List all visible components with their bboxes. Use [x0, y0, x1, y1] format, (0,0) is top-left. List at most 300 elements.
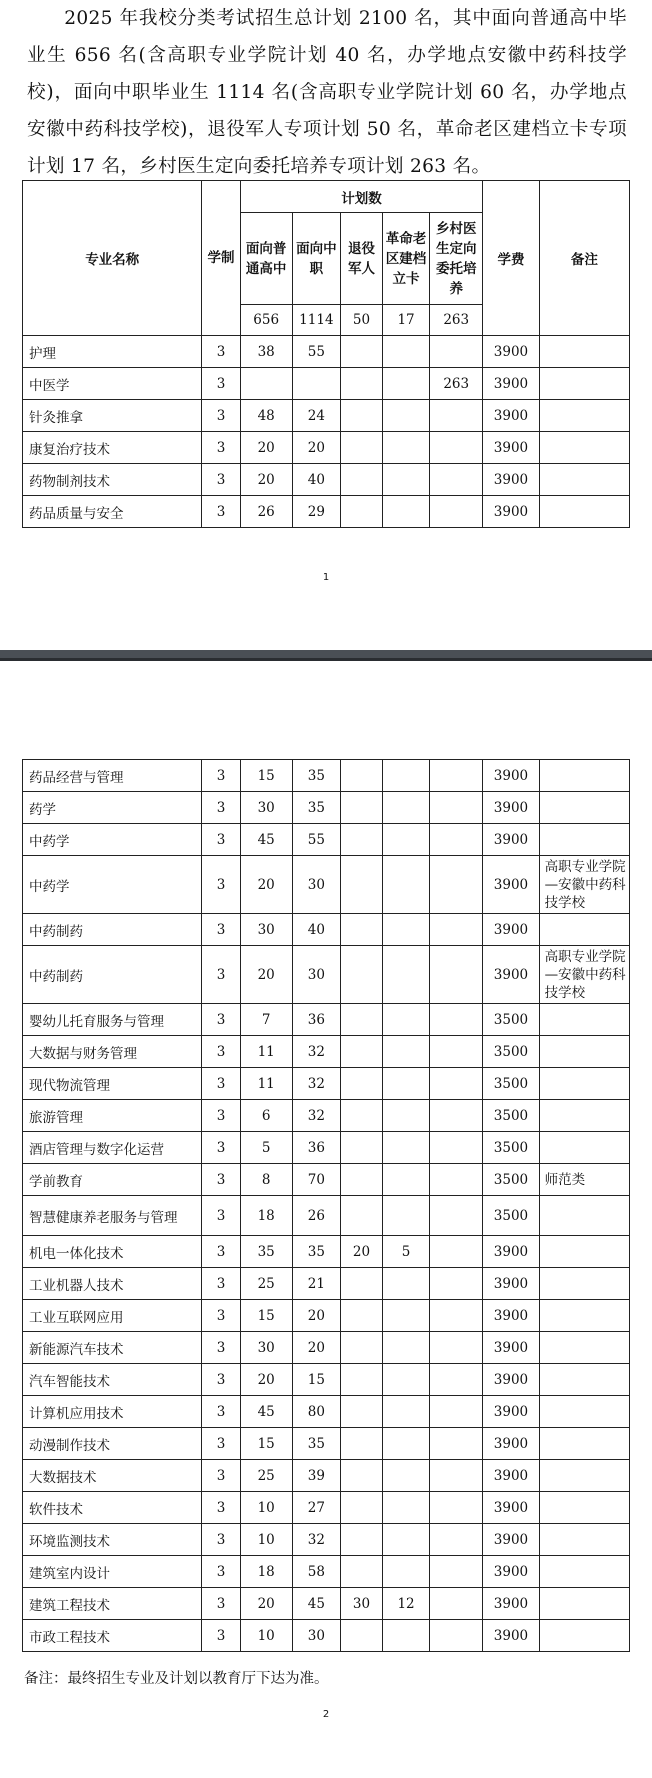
- cell-fee: 3900: [483, 1396, 539, 1428]
- cell-poverty: [382, 368, 429, 400]
- cell-years: 3: [202, 1620, 240, 1652]
- cell-fee: 3500: [483, 1164, 539, 1196]
- table-row: [23, 1460, 630, 1492]
- cell-poverty: [382, 1492, 429, 1524]
- cell-poverty: [382, 914, 429, 946]
- cell-general: 18: [240, 1556, 292, 1588]
- cell-fee: 3900: [483, 1300, 539, 1332]
- header-poverty: 革命老区建档立卡: [382, 213, 429, 305]
- cell-years: 3: [202, 1492, 240, 1524]
- cell-veteran: [341, 856, 383, 914]
- header-rural-doctor: 乡村医生定向委托培养: [430, 213, 483, 305]
- cell-note: [539, 914, 629, 946]
- document-page-1: [0, 0, 652, 650]
- cell-poverty: [382, 1524, 429, 1556]
- cell-years: 3: [202, 368, 240, 400]
- cell-name: 护理: [23, 336, 202, 368]
- cell-general: 20: [240, 464, 292, 496]
- cell-fee: 3900: [483, 1364, 539, 1396]
- cell-general: 11: [240, 1068, 292, 1100]
- table-row: [23, 1396, 630, 1428]
- cell-vocational: 20: [292, 1300, 341, 1332]
- cell-fee: 3500: [483, 1004, 539, 1036]
- cell-name: 药学: [23, 792, 202, 824]
- cell-rural-doctor: [430, 1036, 483, 1068]
- table-row: [23, 1556, 630, 1588]
- cell-fee: 3900: [483, 368, 539, 400]
- cell-veteran: [341, 1164, 383, 1196]
- cell-general: 10: [240, 1492, 292, 1524]
- cell-fee: 3900: [483, 1460, 539, 1492]
- cell-veteran: [341, 1396, 383, 1428]
- cell-name: 大数据技术: [23, 1460, 202, 1492]
- cell-name: 药品经营与管理: [23, 760, 202, 792]
- cell-veteran: [341, 1460, 383, 1492]
- cell-fee: 3900: [483, 1492, 539, 1524]
- cell-vocational: 55: [292, 336, 341, 368]
- table-body-page-1: [23, 336, 630, 528]
- cell-veteran: [341, 1364, 383, 1396]
- cell-veteran: [341, 400, 383, 432]
- cell-vocational: 32: [292, 1100, 341, 1132]
- cell-name: 新能源汽车技术: [23, 1332, 202, 1364]
- cell-general: 30: [240, 792, 292, 824]
- cell-poverty: 5: [382, 1236, 429, 1268]
- cell-fee: 3900: [483, 400, 539, 432]
- cell-veteran: [341, 1524, 383, 1556]
- cell-name: 康复治疗技术: [23, 432, 202, 464]
- cell-years: 3: [202, 1332, 240, 1364]
- cell-name: 酒店管理与数字化运营: [23, 1132, 202, 1164]
- cell-note: [539, 400, 629, 432]
- cell-poverty: [382, 1068, 429, 1100]
- cell-rural-doctor: [430, 760, 483, 792]
- cell-fee: 3900: [483, 824, 539, 856]
- header-general: 面向普通高中: [240, 213, 292, 305]
- cell-fee: 3500: [483, 1132, 539, 1164]
- cell-general: 11: [240, 1036, 292, 1068]
- cell-rural-doctor: [430, 1460, 483, 1492]
- cell-poverty: [382, 400, 429, 432]
- cell-name: 婴幼儿托育服务与管理: [23, 1004, 202, 1036]
- table-row: [23, 1196, 630, 1236]
- cell-poverty: [382, 792, 429, 824]
- cell-name: 建筑室内设计: [23, 1556, 202, 1588]
- cell-rural-doctor: [430, 1524, 483, 1556]
- cell-poverty: [382, 1164, 429, 1196]
- cell-note: [539, 1196, 629, 1236]
- cell-rural-doctor: [430, 1332, 483, 1364]
- header-plan: 计划数: [240, 181, 483, 213]
- cell-rural-doctor: [430, 824, 483, 856]
- cell-veteran: [341, 1492, 383, 1524]
- cell-veteran: [341, 1068, 383, 1100]
- table-row: [23, 1236, 630, 1268]
- cell-poverty: [382, 1036, 429, 1068]
- cell-veteran: [341, 1196, 383, 1236]
- cell-veteran: 20: [341, 1236, 383, 1268]
- table-body-page-2: [23, 760, 630, 1652]
- cell-poverty: [382, 760, 429, 792]
- cell-general: 35: [240, 1236, 292, 1268]
- cell-veteran: [341, 464, 383, 496]
- cell-years: 3: [202, 1036, 240, 1068]
- enrollment-plan-table-page-2: [22, 759, 630, 1652]
- cell-name: 工业机器人技术: [23, 1268, 202, 1300]
- cell-general: 10: [240, 1524, 292, 1556]
- cell-fee: 3900: [483, 946, 539, 1004]
- cell-rural-doctor: [430, 1364, 483, 1396]
- cell-fee: 3900: [483, 432, 539, 464]
- cell-veteran: 30: [341, 1588, 383, 1620]
- page-separator: [0, 650, 652, 661]
- table-row: [23, 1100, 630, 1132]
- cell-years: 3: [202, 1004, 240, 1036]
- table-row: [23, 368, 630, 400]
- cell-name: 旅游管理: [23, 1100, 202, 1132]
- cell-rural-doctor: [430, 946, 483, 1004]
- cell-veteran: [341, 368, 383, 400]
- cell-veteran: [341, 1132, 383, 1164]
- cell-vocational: 26: [292, 1196, 341, 1236]
- cell-general: 20: [240, 1364, 292, 1396]
- cell-rural-doctor: [430, 1300, 483, 1332]
- cell-general: 7: [240, 1004, 292, 1036]
- table-row: [23, 1588, 630, 1620]
- cell-veteran: [341, 1556, 383, 1588]
- cell-general: 45: [240, 824, 292, 856]
- table-row: [23, 496, 630, 528]
- cell-fee: 3900: [483, 464, 539, 496]
- cell-veteran: [341, 1300, 383, 1332]
- cell-general: 45: [240, 1396, 292, 1428]
- cell-poverty: [382, 1620, 429, 1652]
- cell-general: 15: [240, 1300, 292, 1332]
- cell-note: [539, 1300, 629, 1332]
- cell-poverty: [382, 1556, 429, 1588]
- table-row: [23, 1068, 630, 1100]
- page-number: 1: [322, 572, 330, 583]
- cell-note: [539, 1132, 629, 1164]
- page-number: 2: [322, 1709, 330, 1720]
- total-veteran: 50: [341, 305, 383, 336]
- cell-years: 3: [202, 1268, 240, 1300]
- cell-fee: 3900: [483, 1268, 539, 1300]
- cell-name: 针灸推拿: [23, 400, 202, 432]
- cell-name: 中药制药: [23, 914, 202, 946]
- cell-rural-doctor: [430, 1164, 483, 1196]
- cell-fee: 3500: [483, 1100, 539, 1132]
- cell-vocational: 30: [292, 1620, 341, 1652]
- cell-rural-doctor: [430, 1100, 483, 1132]
- cell-fee: 3900: [483, 336, 539, 368]
- cell-general: 26: [240, 496, 292, 528]
- cell-vocational: 30: [292, 946, 341, 1004]
- cell-vocational: 35: [292, 760, 341, 792]
- cell-years: 3: [202, 1300, 240, 1332]
- cell-fee: 3900: [483, 1236, 539, 1268]
- table-row: [23, 824, 630, 856]
- cell-veteran: [341, 336, 383, 368]
- cell-note: [539, 1036, 629, 1068]
- header-veteran: 退役军人: [341, 213, 383, 305]
- cell-vocational: 39: [292, 1460, 341, 1492]
- cell-vocational: 55: [292, 824, 341, 856]
- cell-poverty: [382, 1196, 429, 1236]
- total-poverty: 17: [382, 305, 429, 336]
- table-row: [23, 1332, 630, 1364]
- cell-poverty: [382, 432, 429, 464]
- cell-rural-doctor: [430, 1268, 483, 1300]
- cell-poverty: [382, 1460, 429, 1492]
- cell-note: [539, 1556, 629, 1588]
- cell-note: 高职专业学院—安徽中药科技学校: [539, 946, 629, 1004]
- enrollment-plan-table-page-1: [22, 180, 630, 528]
- header-vocational: 面向中职: [292, 213, 341, 305]
- cell-note: [539, 824, 629, 856]
- cell-note: [539, 1492, 629, 1524]
- table-row: [23, 946, 630, 1004]
- cell-vocational: 30: [292, 856, 341, 914]
- cell-name: 智慧健康养老服务与管理: [23, 1196, 202, 1236]
- table-row: [23, 1364, 630, 1396]
- cell-poverty: [382, 496, 429, 528]
- cell-years: 3: [202, 336, 240, 368]
- table-row: [23, 1428, 630, 1460]
- cell-general: 15: [240, 1428, 292, 1460]
- cell-fee: 3900: [483, 760, 539, 792]
- cell-fee: 3900: [483, 496, 539, 528]
- table-row: [23, 400, 630, 432]
- cell-rural-doctor: [430, 1428, 483, 1460]
- cell-veteran: [341, 1268, 383, 1300]
- cell-fee: 3900: [483, 856, 539, 914]
- cell-general: 30: [240, 914, 292, 946]
- cell-general: 18: [240, 1196, 292, 1236]
- footnote: 备注：最终招生专业及计划以教育厅下达为准。: [24, 1671, 329, 1687]
- cell-poverty: [382, 856, 429, 914]
- cell-note: [539, 464, 629, 496]
- table-row: [23, 1524, 630, 1556]
- cell-vocational: 35: [292, 1428, 341, 1460]
- cell-name: 机电一体化技术: [23, 1236, 202, 1268]
- cell-rural-doctor: [430, 496, 483, 528]
- cell-vocational: 24: [292, 400, 341, 432]
- cell-years: 3: [202, 1396, 240, 1428]
- cell-fee: 3900: [483, 914, 539, 946]
- cell-fee: 3900: [483, 1524, 539, 1556]
- cell-rural-doctor: [430, 1132, 483, 1164]
- table-row: [23, 1268, 630, 1300]
- cell-fee: 3900: [483, 1588, 539, 1620]
- cell-poverty: 12: [382, 1588, 429, 1620]
- cell-years: 3: [202, 1428, 240, 1460]
- cell-years: 3: [202, 1196, 240, 1236]
- intro-text: 2025 年我校分类考试招生总计划 2100 名，其中面向普通高中毕业生 656 名(含高职专业学院计划 40 名，办学地点安徽中药科技学校)，面向中职毕业生 1114 名(含高职专业学院计划 60 名，办学地点安徽中药科技学校)，退役军人专项计划 50 名，革命老区建档立卡专项计划 17 名，乡村医生定向委托培养专项计划 263 名。: [27, 8, 627, 177]
- cell-poverty: [382, 1396, 429, 1428]
- cell-years: 3: [202, 1236, 240, 1268]
- table-row: [23, 1004, 630, 1036]
- cell-years: 3: [202, 432, 240, 464]
- cell-general: 8: [240, 1164, 292, 1196]
- cell-poverty: [382, 336, 429, 368]
- table-row: [23, 432, 630, 464]
- total-general: 656: [240, 305, 292, 336]
- cell-years: 3: [202, 914, 240, 946]
- cell-years: 3: [202, 1164, 240, 1196]
- cell-general: 6: [240, 1100, 292, 1132]
- cell-poverty: [382, 1332, 429, 1364]
- cell-years: 3: [202, 464, 240, 496]
- cell-general: 15: [240, 760, 292, 792]
- cell-vocational: 35: [292, 1236, 341, 1268]
- cell-years: 3: [202, 1132, 240, 1164]
- table-row: [23, 856, 630, 914]
- cell-veteran: [341, 946, 383, 1004]
- table-row: [23, 914, 630, 946]
- cell-poverty: [382, 824, 429, 856]
- cell-poverty: [382, 1268, 429, 1300]
- cell-years: 3: [202, 792, 240, 824]
- table-row: [23, 464, 630, 496]
- cell-name: 计算机应用技术: [23, 1396, 202, 1428]
- cell-vocational: 40: [292, 914, 341, 946]
- table-row: [23, 1164, 630, 1196]
- cell-name: 建筑工程技术: [23, 1588, 202, 1620]
- cell-vocational: 36: [292, 1132, 341, 1164]
- cell-fee: 3500: [483, 1196, 539, 1236]
- cell-poverty: [382, 1132, 429, 1164]
- cell-name: 汽车智能技术: [23, 1364, 202, 1396]
- cell-vocational: 32: [292, 1524, 341, 1556]
- cell-general: 20: [240, 946, 292, 1004]
- cell-rural-doctor: [430, 1620, 483, 1652]
- table-row: [23, 792, 630, 824]
- cell-note: [539, 760, 629, 792]
- cell-rural-doctor: [430, 1396, 483, 1428]
- cell-name: 中药学: [23, 824, 202, 856]
- cell-rural-doctor: [430, 856, 483, 914]
- cell-years: 3: [202, 1556, 240, 1588]
- cell-vocational: 29: [292, 496, 341, 528]
- cell-rural-doctor: [430, 1196, 483, 1236]
- cell-name: 动漫制作技术: [23, 1428, 202, 1460]
- cell-vocational: 80: [292, 1396, 341, 1428]
- table-row: [23, 760, 630, 792]
- cell-rural-doctor: [430, 792, 483, 824]
- cell-name: 学前教育: [23, 1164, 202, 1196]
- cell-note: [539, 1100, 629, 1132]
- cell-general: 5: [240, 1132, 292, 1164]
- cell-general: [240, 368, 292, 400]
- cell-name: 大数据与财务管理: [23, 1036, 202, 1068]
- cell-note: [539, 1460, 629, 1492]
- cell-veteran: [341, 1332, 383, 1364]
- cell-note: [539, 1068, 629, 1100]
- cell-poverty: [382, 946, 429, 1004]
- cell-vocational: 32: [292, 1036, 341, 1068]
- cell-fee: 3500: [483, 1036, 539, 1068]
- cell-vocational: 45: [292, 1588, 341, 1620]
- cell-vocational: 35: [292, 792, 341, 824]
- cell-years: 3: [202, 1588, 240, 1620]
- cell-note: [539, 1588, 629, 1620]
- cell-vocational: 20: [292, 432, 341, 464]
- cell-general: 38: [240, 336, 292, 368]
- cell-vocational: 20: [292, 1332, 341, 1364]
- cell-years: 3: [202, 400, 240, 432]
- cell-rural-doctor: [430, 1556, 483, 1588]
- cell-vocational: 21: [292, 1268, 341, 1300]
- cell-fee: 3900: [483, 1620, 539, 1652]
- cell-general: 48: [240, 400, 292, 432]
- cell-general: 20: [240, 856, 292, 914]
- cell-rural-doctor: [430, 1068, 483, 1100]
- cell-name: 工业互联网应用: [23, 1300, 202, 1332]
- cell-veteran: [341, 1428, 383, 1460]
- cell-name: 环境监测技术: [23, 1524, 202, 1556]
- total-vocational: 1114: [292, 305, 341, 336]
- cell-name: 中医学: [23, 368, 202, 400]
- cell-rural-doctor: [430, 432, 483, 464]
- cell-poverty: [382, 1300, 429, 1332]
- cell-name: 药品质量与安全: [23, 496, 202, 528]
- cell-general: 30: [240, 1332, 292, 1364]
- cell-note: [539, 432, 629, 464]
- cell-rural-doctor: [430, 1004, 483, 1036]
- table-row: [23, 1620, 630, 1652]
- cell-name: 现代物流管理: [23, 1068, 202, 1100]
- cell-veteran: [341, 1036, 383, 1068]
- cell-note: [539, 1364, 629, 1396]
- cell-fee: 3900: [483, 1556, 539, 1588]
- cell-note: [539, 792, 629, 824]
- cell-rural-doctor: [430, 1236, 483, 1268]
- cell-note: [539, 336, 629, 368]
- cell-fee: 3900: [483, 792, 539, 824]
- cell-vocational: 27: [292, 1492, 341, 1524]
- cell-years: 3: [202, 1364, 240, 1396]
- cell-general: 25: [240, 1460, 292, 1492]
- cell-note: [539, 1236, 629, 1268]
- cell-vocational: 15: [292, 1364, 341, 1396]
- cell-rural-doctor: [430, 1588, 483, 1620]
- cell-note: [539, 368, 629, 400]
- cell-note: 高职专业学院—安徽中药科技学校: [539, 856, 629, 914]
- cell-vocational: 70: [292, 1164, 341, 1196]
- cell-veteran: [341, 792, 383, 824]
- cell-years: 3: [202, 946, 240, 1004]
- cell-veteran: [341, 432, 383, 464]
- table-row: [23, 336, 630, 368]
- cell-fee: 3900: [483, 1428, 539, 1460]
- cell-name: 中药制药: [23, 946, 202, 1004]
- header-years: 学制: [202, 181, 240, 336]
- cell-years: 3: [202, 1524, 240, 1556]
- table-row: [23, 1132, 630, 1164]
- header-fee: 学费: [483, 181, 539, 336]
- cell-rural-doctor: [430, 400, 483, 432]
- cell-veteran: [341, 760, 383, 792]
- cell-fee: 3500: [483, 1068, 539, 1100]
- cell-years: 3: [202, 824, 240, 856]
- cell-vocational: 58: [292, 1556, 341, 1588]
- cell-general: 20: [240, 432, 292, 464]
- table-row: [23, 1300, 630, 1332]
- cell-fee: 3900: [483, 1332, 539, 1364]
- cell-vocational: [292, 368, 341, 400]
- cell-poverty: [382, 1004, 429, 1036]
